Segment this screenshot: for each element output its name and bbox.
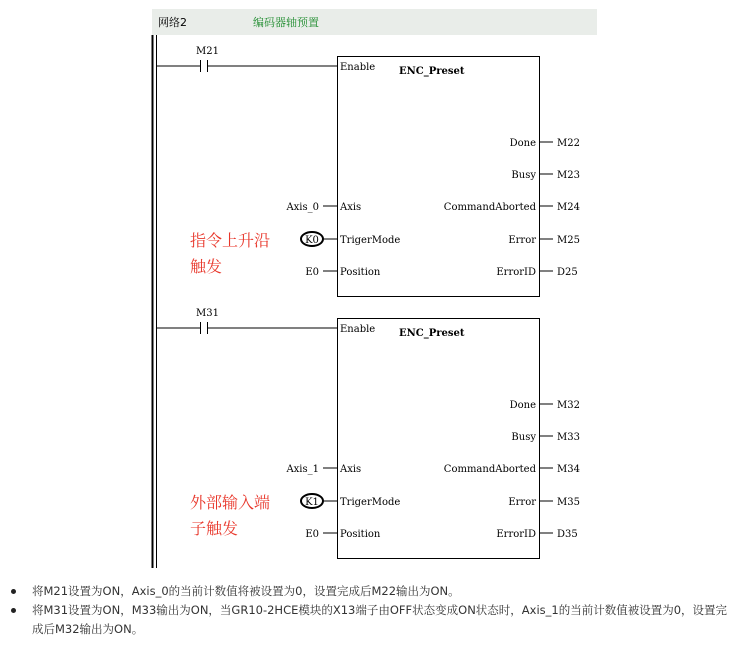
notes-list xyxy=(10,582,735,639)
note-item: 将M31设置为ON，M33输出为ON，当GR10-2HCE模块的X13端子由OFF状态变成ON状态时，Axis_1的当前计数值被设置为0，设置完成后M32输出为ON。 xyxy=(10,601,735,639)
input-pin: TrigerMode xyxy=(340,497,401,508)
input-pin: Position xyxy=(340,529,381,540)
output-pin: ErrorID xyxy=(496,529,536,540)
enable-pin: Enable xyxy=(340,324,376,335)
input-value: E0 xyxy=(305,529,319,540)
output-value: M22 xyxy=(557,138,580,149)
input-value: E0 xyxy=(305,267,319,278)
function-block xyxy=(338,319,540,559)
network-label: 网络2 xyxy=(158,16,187,29)
input-pin: TrigerMode xyxy=(340,235,401,246)
annotation-text: 外部输入端 xyxy=(190,493,271,512)
output-pin: CommandAborted xyxy=(443,464,536,475)
annotation-text: 指令上升沿 xyxy=(190,231,271,250)
contact-label: M21 xyxy=(196,46,219,57)
output-value: D35 xyxy=(557,529,578,540)
output-value: M23 xyxy=(557,170,580,181)
output-pin: CommandAborted xyxy=(443,202,536,213)
input-pin: Axis xyxy=(340,202,362,213)
annotation-text: 触发 xyxy=(190,257,223,276)
note-item: 将M21设置为ON，Axis_0的当前计数值将被设置为0，设置完成后M22输出为ON。 xyxy=(10,582,735,601)
output-value: M32 xyxy=(557,400,580,411)
output-value: M33 xyxy=(557,432,580,443)
function-block xyxy=(338,57,540,297)
input-value: K0 xyxy=(305,235,319,246)
input-value: Axis_0 xyxy=(286,202,319,213)
input-value: K1 xyxy=(305,497,319,508)
output-pin: Error xyxy=(508,497,536,508)
output-pin: Busy xyxy=(511,170,536,181)
output-pin: Done xyxy=(509,400,536,411)
network-comment: 编码器轴预置 xyxy=(253,16,319,29)
output-pin: ErrorID xyxy=(496,267,536,278)
output-value: M35 xyxy=(557,497,580,508)
enable-pin: Enable xyxy=(340,62,376,73)
input-value: Axis_1 xyxy=(286,464,319,475)
output-value: M34 xyxy=(557,464,580,475)
annotation-text: 子触发 xyxy=(190,519,239,538)
block-title: ENC_Preset xyxy=(399,66,465,77)
contact-label: M31 xyxy=(196,308,219,319)
output-value: D25 xyxy=(557,267,578,278)
output-value: M24 xyxy=(557,202,580,213)
output-pin: Done xyxy=(509,138,536,149)
output-value: M25 xyxy=(557,235,580,246)
input-pin: Position xyxy=(340,267,381,278)
output-pin: Busy xyxy=(511,432,536,443)
network-header xyxy=(152,9,597,35)
block-title: ENC_Preset xyxy=(399,328,465,339)
output-pin: Error xyxy=(508,235,536,246)
input-pin: Axis xyxy=(340,464,362,475)
